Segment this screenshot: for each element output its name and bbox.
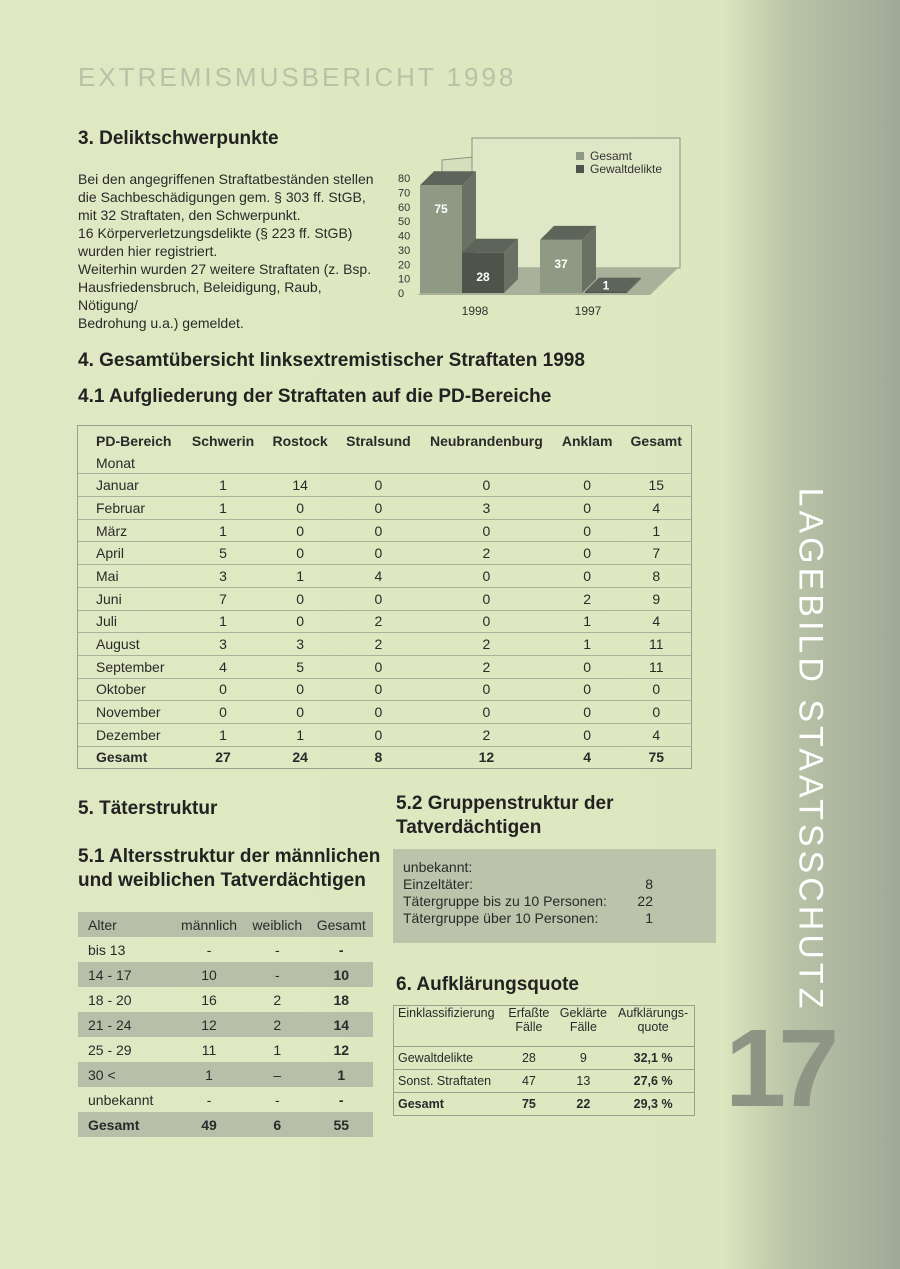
table-cell: 11 bbox=[201, 1041, 217, 1058]
table-cell: - bbox=[274, 941, 280, 958]
table-header-row bbox=[394, 1006, 694, 1047]
table-row bbox=[78, 1062, 373, 1087]
table-cell: 16 bbox=[201, 991, 217, 1008]
table-cell: Januar bbox=[78, 474, 183, 497]
table-cell: 6 bbox=[245, 1112, 309, 1137]
table-cell: 0 bbox=[420, 678, 553, 701]
table-cell: - bbox=[206, 1091, 212, 1108]
table-cell: 4 bbox=[621, 497, 691, 520]
header-cell bbox=[612, 1006, 694, 1047]
running-header: EXTREMISMUSBERICHT 1998 bbox=[78, 62, 517, 92]
section-3-text bbox=[78, 170, 378, 332]
table-row bbox=[78, 587, 691, 610]
table-row bbox=[78, 1037, 373, 1062]
table-cell: Gesamt bbox=[78, 746, 183, 768]
table-cell: 14 - 17 bbox=[78, 962, 173, 987]
table-cell: 0 bbox=[263, 587, 336, 610]
table-row bbox=[78, 542, 691, 565]
section-5-1-title-line2: und weiblichen Tatverdächtigen bbox=[78, 870, 366, 891]
bar-chart bbox=[380, 130, 700, 330]
legend-swatch bbox=[576, 165, 584, 173]
table-cell: 1 bbox=[173, 1062, 245, 1087]
bar-value-label: 28 bbox=[476, 269, 490, 284]
table-cell: 1 bbox=[273, 1041, 282, 1058]
text-line: Bedrohung u.a.) gemeldet. bbox=[78, 315, 244, 331]
table-cell: Mai bbox=[78, 565, 183, 588]
table-cell: 0 bbox=[337, 474, 420, 497]
section-6-title: 6. Aufklärungsquote bbox=[396, 974, 579, 995]
table-cell: 4 bbox=[621, 723, 691, 746]
table-cell: Gesamt bbox=[630, 432, 682, 449]
text-line: Bei den angegriffenen Straftatbeständen stellen bbox=[78, 171, 374, 187]
table-cell: 55 bbox=[310, 1112, 373, 1137]
table-cell: 3 bbox=[183, 633, 264, 656]
table-cell: 0 bbox=[420, 587, 553, 610]
y-tick-label: 10 bbox=[398, 273, 411, 286]
table-cell: 0 bbox=[420, 519, 553, 542]
text-line: Weiterhin wurden 27 weitere Straftaten (z. Bsp. bbox=[78, 261, 372, 277]
table-row bbox=[394, 1070, 694, 1093]
table-cell: 0 bbox=[263, 542, 336, 565]
table-cell: November bbox=[78, 701, 183, 724]
table-cell: Rostock bbox=[272, 432, 328, 449]
empty-cell bbox=[183, 452, 264, 474]
header-line: Einklassifizierung bbox=[398, 1006, 495, 1020]
y-tick-label: 30 bbox=[398, 244, 411, 257]
table-cell: 8 bbox=[621, 565, 691, 588]
table-cell: 0 bbox=[337, 587, 420, 610]
table-cell: 0 bbox=[553, 542, 622, 565]
table-cell: 0 bbox=[337, 542, 420, 565]
table-row bbox=[78, 633, 691, 656]
table-cell: weiblich bbox=[245, 912, 309, 937]
table-cell: unbekannt bbox=[88, 1091, 154, 1108]
table-cell: 0 bbox=[263, 610, 336, 633]
table-cell: 0 bbox=[263, 519, 336, 542]
table-cell: März bbox=[78, 519, 183, 542]
group-label: Tätergruppe bis zu 10 Personen: bbox=[403, 893, 607, 909]
table-cell: September bbox=[78, 655, 183, 678]
table-cell: Gesamt bbox=[394, 1093, 503, 1116]
text-line: 16 Körperverletzungsdelikte (§ 223 ff. StGB) bbox=[78, 225, 353, 241]
table-header-row bbox=[78, 430, 691, 452]
table-cell: 0 bbox=[337, 678, 420, 701]
section-5-title: 5. Täterstruktur bbox=[78, 798, 218, 819]
table-cell: 1 bbox=[183, 723, 264, 746]
table-cell: 28 bbox=[503, 1047, 554, 1070]
table-cell: 1 bbox=[183, 519, 264, 542]
table-cell: 11 bbox=[621, 655, 691, 678]
section-5-2-title-line2: Tatverdächtigen bbox=[396, 817, 542, 838]
table-cell: 21 - 24 bbox=[78, 1012, 173, 1037]
table-cell: 2 bbox=[420, 723, 553, 746]
table-cell: 25 - 29 bbox=[88, 1041, 132, 1058]
table-cell: 4 bbox=[337, 565, 420, 588]
table-cell: 27 bbox=[183, 746, 264, 768]
table-cell: 9 bbox=[621, 587, 691, 610]
table-cell: 24 bbox=[263, 746, 336, 768]
table-cell: 0 bbox=[263, 678, 336, 701]
empty-cell bbox=[420, 452, 553, 474]
table-cell: 0 bbox=[553, 678, 622, 701]
table-cell: 1 bbox=[183, 474, 264, 497]
group-row bbox=[403, 876, 653, 893]
table-cell: 75 bbox=[621, 746, 691, 768]
group-label: Einzeltäter: bbox=[403, 876, 474, 892]
header-line: Fälle bbox=[569, 1020, 597, 1034]
table-cell: 11 bbox=[621, 633, 691, 656]
table-cell: - bbox=[245, 962, 309, 987]
table-cell: Gesamt bbox=[310, 912, 373, 937]
table-cell: 2 bbox=[337, 633, 420, 656]
table-cell: 13 bbox=[555, 1070, 613, 1093]
clearance-rate-table bbox=[393, 1005, 695, 1116]
header-cell bbox=[503, 1006, 554, 1047]
table-cell: Monat bbox=[96, 454, 135, 471]
table-total-row bbox=[394, 1093, 694, 1116]
table-cell: 3 bbox=[183, 565, 264, 588]
section-3-title: 3. Deliktschwerpunkte bbox=[78, 128, 279, 149]
table-cell: - bbox=[338, 941, 344, 958]
table-cell: 0 bbox=[553, 565, 622, 588]
table-cell: 7 bbox=[183, 587, 264, 610]
text-line: mit 32 Straftaten, den Schwerpunkt. bbox=[78, 207, 301, 223]
table-cell: 0 bbox=[553, 474, 622, 497]
table-cell: Juni bbox=[78, 587, 183, 610]
table-cell: 1 bbox=[263, 723, 336, 746]
table-row bbox=[78, 497, 691, 520]
table-cell: 12 bbox=[173, 1012, 245, 1037]
table-row bbox=[78, 565, 691, 588]
table-cell: 0 bbox=[183, 701, 264, 724]
group-label: Tätergruppe über 10 Personen: bbox=[403, 910, 599, 926]
table-cell: Februar bbox=[78, 497, 183, 520]
table-cell: 49 bbox=[173, 1112, 245, 1137]
table-cell: 27,6 % bbox=[612, 1070, 694, 1093]
table-cell: 18 bbox=[333, 991, 350, 1008]
x-tick-label: 1997 bbox=[574, 304, 602, 318]
table-cell: 15 bbox=[621, 474, 691, 497]
bar-value-label: 75 bbox=[434, 202, 448, 217]
table-cell: 0 bbox=[337, 519, 420, 542]
table-cell: 1 bbox=[183, 497, 264, 520]
table-cell: 4 bbox=[553, 746, 622, 768]
table-cell: Schwerin bbox=[191, 432, 255, 449]
table-cell: April bbox=[78, 542, 183, 565]
table-cell: 1 bbox=[183, 610, 264, 633]
text-line: Hausfriedensbruch, Beleidigung, Raub, Nötigung/ bbox=[78, 279, 322, 313]
section-4-title: 4. Gesamtübersicht linksextremistischer Straftaten 1998 bbox=[78, 350, 585, 371]
table-cell: männlich bbox=[173, 912, 245, 937]
table-cell: 12 bbox=[420, 746, 553, 768]
table-row bbox=[78, 723, 691, 746]
group-value: 8 bbox=[645, 876, 653, 892]
group-value: 22 bbox=[637, 893, 653, 909]
table-cell: 0 bbox=[621, 678, 691, 701]
table-row bbox=[78, 519, 691, 542]
table-cell: 22 bbox=[555, 1093, 613, 1116]
table-cell: 2 bbox=[553, 587, 622, 610]
table-row bbox=[78, 1112, 373, 1137]
table-row bbox=[78, 610, 691, 633]
y-tick-label: 0 bbox=[398, 288, 405, 300]
header-line: Aufklärungs- bbox=[618, 1006, 689, 1020]
table-cell: 0 bbox=[420, 474, 553, 497]
group-structure-box bbox=[393, 849, 716, 943]
table-row bbox=[78, 701, 691, 724]
table-cell: 2 bbox=[245, 1012, 309, 1037]
section-5-1-title-line1: 5.1 Altersstruktur der männlichen bbox=[78, 846, 381, 867]
table-cell: 0 bbox=[420, 565, 553, 588]
table-cell: 0 bbox=[420, 701, 553, 724]
table-cell: 14 bbox=[263, 474, 336, 497]
table-cell: 4 bbox=[621, 610, 691, 633]
header-line: quote bbox=[637, 1020, 669, 1034]
x-tick-label: 1998 bbox=[461, 304, 489, 318]
table-cell: - bbox=[274, 1091, 280, 1108]
table-cell: 0 bbox=[553, 519, 622, 542]
table-cell: 1 bbox=[621, 519, 691, 542]
table-cell: 0 bbox=[337, 497, 420, 520]
table-cell: Anklam bbox=[561, 432, 613, 449]
table-cell: Juli bbox=[78, 610, 183, 633]
y-tick-label: 20 bbox=[398, 259, 411, 272]
table-cell: 4 bbox=[183, 655, 264, 678]
table-cell: - bbox=[206, 941, 212, 958]
table-cell: 1 bbox=[553, 633, 622, 656]
table-cell: 2 bbox=[273, 991, 282, 1008]
table-cell: Gesamt bbox=[78, 1112, 173, 1137]
age-structure-table bbox=[78, 912, 373, 1137]
y-tick-label: 50 bbox=[398, 216, 411, 229]
table-cell: 0 bbox=[621, 701, 691, 724]
table-cell: Neubrandenburg bbox=[429, 432, 543, 449]
table-cell: 3 bbox=[420, 497, 553, 520]
table-cell: 2 bbox=[420, 633, 553, 656]
header-line: Erfaßte bbox=[508, 1006, 550, 1020]
table-cell: 1 bbox=[553, 610, 622, 633]
table-row bbox=[78, 655, 691, 678]
table-cell: 1 bbox=[263, 565, 336, 588]
table-cell: 0 bbox=[263, 701, 336, 724]
table-cell: 10 bbox=[173, 962, 245, 987]
table-cell: 9 bbox=[555, 1047, 613, 1070]
table-cell: 1 bbox=[310, 1062, 373, 1087]
table-cell: Gewaltdelikte bbox=[394, 1047, 503, 1070]
legend-swatch bbox=[576, 152, 584, 160]
bar-value-label: 37 bbox=[554, 256, 568, 271]
table-cell: 2 bbox=[337, 610, 420, 633]
table-cell: 0 bbox=[337, 701, 420, 724]
table-cell: 0 bbox=[553, 723, 622, 746]
table-cell: Sonst. Straftaten bbox=[394, 1070, 503, 1093]
table-cell: 2 bbox=[420, 655, 553, 678]
legend-label: Gewaltdelikte bbox=[590, 162, 663, 176]
table-cell: – bbox=[245, 1062, 309, 1087]
table-cell: Alter bbox=[78, 912, 173, 937]
table-cell: 5 bbox=[263, 655, 336, 678]
table-cell: 7 bbox=[621, 542, 691, 565]
table-header-row bbox=[78, 912, 373, 937]
legend-label: Gesamt bbox=[590, 149, 633, 163]
table-cell: 0 bbox=[420, 610, 553, 633]
table-cell: Dezember bbox=[78, 723, 183, 746]
table-cell: 2 bbox=[420, 542, 553, 565]
group-row bbox=[403, 893, 653, 910]
table-cell: 0 bbox=[337, 655, 420, 678]
table-row bbox=[394, 1047, 694, 1070]
text-line: die Sachbeschädigungen gem. § 303 ff. StGB, bbox=[78, 189, 366, 205]
table-row bbox=[78, 1012, 373, 1037]
y-tick-label: 60 bbox=[398, 201, 411, 214]
table-cell: 14 bbox=[310, 1012, 373, 1037]
table-cell: 29,3 % bbox=[612, 1093, 694, 1116]
table-cell: Stralsund bbox=[346, 432, 411, 449]
table-cell: 5 bbox=[183, 542, 264, 565]
table-cell: 18 - 20 bbox=[88, 991, 132, 1008]
table-row bbox=[78, 962, 373, 987]
table-cell: 8 bbox=[337, 746, 420, 768]
offenses-by-district-table bbox=[77, 425, 692, 769]
table-cell: August bbox=[78, 633, 183, 656]
table-cell: 0 bbox=[183, 678, 264, 701]
table-cell: 0 bbox=[553, 655, 622, 678]
group-structure-heading: unbekannt: bbox=[403, 859, 473, 875]
table-cell: PD-Bereich bbox=[96, 432, 172, 449]
table-row bbox=[78, 678, 691, 701]
table-cell: 3 bbox=[263, 633, 336, 656]
header-cell bbox=[555, 1006, 613, 1047]
page-number: 17 bbox=[725, 1007, 832, 1130]
table-cell: 0 bbox=[263, 497, 336, 520]
table-cell: 32,1 % bbox=[612, 1047, 694, 1070]
group-value: 1 bbox=[645, 910, 653, 926]
table-cell: 10 bbox=[310, 962, 373, 987]
header-line: Geklärte bbox=[559, 1006, 607, 1020]
table-total-row bbox=[78, 746, 691, 768]
empty-cell bbox=[621, 452, 691, 474]
empty-cell bbox=[263, 452, 336, 474]
empty-cell bbox=[337, 452, 420, 474]
bar-value-label: 1 bbox=[602, 278, 610, 293]
table-cell: 47 bbox=[503, 1070, 554, 1093]
y-tick-label: 40 bbox=[398, 230, 411, 243]
group-row bbox=[403, 910, 653, 927]
table-row bbox=[78, 987, 373, 1012]
y-tick-label: 70 bbox=[398, 187, 411, 200]
table-cell: 30 < bbox=[78, 1062, 173, 1087]
table-cell: 0 bbox=[553, 701, 622, 724]
section-4-1-title: 4.1 Aufgliederung der Straftaten auf die PD-Bereiche bbox=[78, 386, 552, 407]
table-row bbox=[78, 1087, 373, 1112]
side-title: LAGEBILD STAATSSCHUTZ bbox=[791, 487, 830, 1013]
table-row bbox=[78, 937, 373, 962]
table-row bbox=[78, 474, 691, 497]
empty-cell bbox=[553, 452, 622, 474]
text-line: wurden hier registriert. bbox=[78, 243, 218, 259]
table-cell: 0 bbox=[553, 497, 622, 520]
section-5-2-title-line1: 5.2 Gruppenstruktur der bbox=[396, 793, 614, 814]
table-cell: 12 bbox=[333, 1041, 350, 1058]
subheader-row bbox=[78, 452, 691, 474]
table-cell: Oktober bbox=[78, 678, 183, 701]
table-cell: bis 13 bbox=[88, 941, 126, 958]
table-cell: 75 bbox=[503, 1093, 554, 1116]
header-line: Fälle bbox=[515, 1020, 543, 1034]
header-cell bbox=[394, 1006, 503, 1047]
y-tick-label: 80 bbox=[398, 173, 411, 185]
table-cell: - bbox=[338, 1091, 344, 1108]
table-cell: 0 bbox=[337, 723, 420, 746]
